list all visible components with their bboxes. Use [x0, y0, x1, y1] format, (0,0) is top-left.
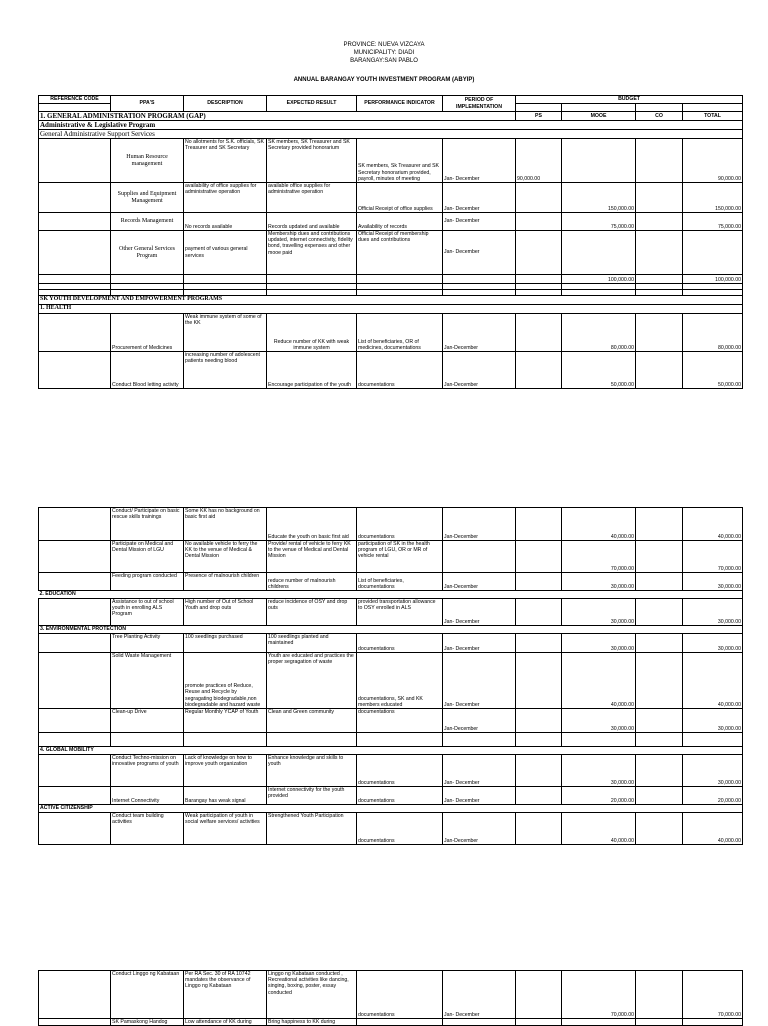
expected-result-cell: Membership dues and contributions updated, internet connectivity, fidelity bond, travelling expenses and other mooe paid — [267, 231, 357, 275]
mooe-cell: 80,000.00 — [562, 314, 636, 352]
table-row — [39, 813, 743, 845]
table-row — [39, 314, 743, 352]
section-youth-development: SK YOUTH DEVELOPMENT AND EMPOWERMENT PROGRAMS — [39, 296, 743, 305]
description-cell: Regular Monthly YCAP of Youth — [184, 709, 267, 733]
expected-result-cell: Records updated and available — [267, 213, 357, 231]
total-cell: 30,000.00 — [683, 599, 743, 626]
description-cell: availability of office supplies for administrative operation — [184, 183, 267, 213]
expected-result-cell: SK members, SK Treasurer and SK Secretary provided honorarium — [267, 139, 357, 183]
barangay-line: BARANGAY:SAN PABLO — [350, 58, 418, 64]
mooe-cell: 150,000.00 — [562, 183, 636, 213]
total-cell: 50,000.00 — [683, 352, 743, 389]
description-cell: Low attendance of KK during — [184, 1019, 267, 1026]
indicator-cell: documentations — [357, 755, 443, 787]
expected-result-cell: available office supplies for administrative operation — [267, 183, 357, 213]
document-title: ANNUAL BARANGAY YOUTH INVESTMENT PROGRAM (ABYIP) — [293, 77, 475, 83]
table-row — [39, 755, 743, 787]
table-row — [39, 599, 743, 626]
ps-cell: 90,000.00 — [516, 139, 562, 183]
table-row — [39, 541, 743, 573]
col-total: TOTAL — [683, 112, 743, 121]
col-expected-result: EXPECTED RESULT — [267, 96, 357, 112]
total-cell: 20,000.00 — [683, 787, 743, 805]
period-cell: Jan- December — [443, 139, 516, 183]
ppa-cell: Internet Connectivity — [111, 787, 184, 805]
expected-result-cell: Reduce number of KK with weak immune system — [267, 314, 357, 352]
total-cell: 90,000.00 — [683, 139, 743, 183]
total-cell: 150,000.00 — [683, 183, 743, 213]
total-cell: 40,000.00 — [683, 813, 743, 845]
subtotal-mooe: 100,000.00 — [562, 275, 636, 284]
section-education: 2. EDUCATION — [39, 591, 743, 599]
abyip-table-page1 — [38, 95, 743, 389]
section-general-admin: General Administrative Support Services — [39, 130, 743, 139]
description-cell: 100 seedlings purchased — [184, 634, 267, 653]
table-row — [39, 971, 743, 1019]
ppa-cell: Other General Services Program — [111, 231, 184, 275]
table-row — [39, 183, 743, 213]
expected-result-cell: reduce incidence of OSY and drop outs — [267, 599, 357, 626]
ppa-cell: Conduct Blood letting activity — [111, 352, 184, 389]
period-cell: Jan-December — [443, 573, 516, 591]
indicator-cell: Official Receipt of membership dues and contributions — [357, 231, 443, 275]
indicator-cell: Availability of records — [357, 213, 443, 231]
municipality-line: MUNICIPALITY: DIADI — [353, 50, 415, 56]
period-cell: Jan- December — [443, 183, 516, 213]
ppa-cell: Records Management — [111, 213, 184, 231]
mooe-cell: 70,000.00 — [562, 971, 636, 1019]
province-line: PROVINCE: NUEVA VIZCAYA — [343, 42, 425, 48]
mooe-cell: 50,000.00 — [562, 352, 636, 389]
table-row — [39, 709, 743, 733]
total-cell: 40,000.00 — [683, 508, 743, 541]
table-row — [39, 508, 743, 541]
indicator-cell: documentations — [357, 508, 443, 541]
period-cell: Jan-December — [443, 508, 516, 541]
indicator-cell: documentations — [357, 787, 443, 805]
indicator-cell: Official Receipt of office supplies — [357, 183, 443, 213]
period-cell: Jan- December — [443, 653, 516, 709]
expected-result-cell: reduce number of malnourish childrens — [267, 573, 357, 591]
period-cell: Jan-December — [443, 352, 516, 389]
indicator-cell: documentations — [357, 709, 443, 733]
expected-result-cell: Provide/ rental of vehicle to ferry KK to the venue of Medical and Dental Mission — [267, 541, 357, 573]
description-cell: payment of various general services — [184, 231, 267, 275]
ppa-cell: Conduct team building activities — [111, 813, 184, 845]
section-admin-legislative: Administrative & Legislative Program — [39, 121, 743, 130]
indicator-cell: provided transportation allowance to OSY enrolled in ALS — [357, 599, 443, 626]
description-cell: Presence of malnourish children — [184, 573, 267, 591]
description-cell: Lack of knowledge on how to improve youth organization — [184, 755, 267, 787]
ppa-cell: Solid Waste Management — [111, 653, 184, 709]
description-cell: Barangay has weak signal — [184, 787, 267, 805]
col-performance-indicator: PERFORMANCE INDICATOR — [357, 96, 443, 112]
col-ref-code: REFERENCE CODE — [39, 96, 111, 104]
period-cell: Jan- December — [443, 213, 516, 231]
indicator-cell: documentations — [357, 813, 443, 845]
total-cell: 80,000.00 — [683, 314, 743, 352]
expected-result-cell: Youth are educated and practices the proper segragation of waste — [267, 653, 357, 709]
subtotal-total: 100,000.00 — [683, 275, 743, 284]
period-cell: Jan-December — [443, 813, 516, 845]
indicator-cell: participation of SK in the health program of LGU, OR or MR of vehicle rental — [357, 541, 443, 573]
indicator-cell: documentations — [357, 352, 443, 389]
table-row — [39, 634, 743, 653]
subtotal-row — [39, 275, 743, 284]
col-description: DESCRIPTION — [184, 96, 267, 112]
description-cell: No allotments for S.K. officials, SK Treasurer and SK Secretary — [184, 139, 267, 183]
description-cell: Weak participation of youth in social welfare services/ activities — [184, 813, 267, 845]
description-cell: Per RA Sec. 30 of RA 10742 mandates the observance of Linggo ng Kabataan — [184, 971, 267, 1019]
total-cell: 70,000.00 — [683, 971, 743, 1019]
ppa-cell: Procurement of Medicines — [111, 314, 184, 352]
col-ppas: PPA'S — [111, 96, 184, 112]
indicator-cell: documentations — [357, 634, 443, 653]
period-cell: Jan- December — [443, 971, 516, 1019]
expected-result-cell: Encourage participation of the youth — [267, 352, 357, 389]
description-cell: Weak immune system of some of the KK — [184, 314, 267, 352]
period-cell: Jan- December — [443, 755, 516, 787]
mooe-cell: 30,000.00 — [562, 599, 636, 626]
total-cell: 30,000.00 — [683, 709, 743, 733]
section-active-citizenship: ACTIVE CITIZENSHIP — [39, 805, 743, 813]
total-cell: 30,000.00 — [683, 755, 743, 787]
period-cell: Jan-December — [443, 709, 516, 733]
mooe-cell: 30,000.00 — [562, 573, 636, 591]
abyip-table-page2 — [38, 507, 743, 845]
description-cell: High number of Out of School Youth and drop outs — [184, 599, 267, 626]
description-cell: promote practices of Reduce, Reuse and Recycle by segragating biodegradable,non biodegradable and hazard waste — [184, 653, 267, 709]
expected-result-cell: Strengthened Youth Participation — [267, 813, 357, 845]
total-cell: 30,000.00 — [683, 573, 743, 591]
expected-result-cell: 100 seedlings planted and maintained — [267, 634, 357, 653]
table-row — [39, 787, 743, 805]
table-row — [39, 139, 743, 183]
indicator-cell: List of beneficiaries, documentations — [357, 573, 443, 591]
total-cell: 30,000.00 — [683, 634, 743, 653]
total-cell: 70,000.00 — [683, 541, 743, 573]
mooe-cell: 30,000.00 — [562, 709, 636, 733]
period-cell: Jan- December — [443, 634, 516, 653]
ppa-cell: Clean-up Drive — [111, 709, 184, 733]
mooe-cell: 70,000.00 — [562, 541, 636, 573]
expected-result-cell: Educate the youth on basic first aid — [267, 508, 357, 541]
table-row — [39, 231, 743, 275]
indicator-cell: documentations, SK and KK members educated — [357, 653, 443, 709]
description-cell: increasing number of adolescent patients needing blood — [184, 352, 267, 389]
mooe-cell: 40,000.00 — [562, 653, 636, 709]
mooe-cell: 75,000.00 — [562, 213, 636, 231]
col-period: PERIOD OF IMPLEMENTATION — [443, 96, 516, 112]
mooe-cell: 40,000.00 — [562, 813, 636, 845]
section-gap: 1. GENERAL ADMINISTRATION PROGRAM (GAP) — [39, 112, 516, 121]
table-row — [39, 653, 743, 709]
ppa-cell: Tree Planting Activity — [111, 634, 184, 653]
ppa-cell: SK Pamaskong Handog — [111, 1019, 184, 1026]
expected-result-cell: Internet connectivity for the youth provided — [267, 787, 357, 805]
section-global-mobility: 4. GLOBAL MOBILITY — [39, 747, 743, 755]
table-row — [39, 1019, 743, 1026]
ppa-cell: Conduct Linggo ng Kabataan — [111, 971, 184, 1019]
mooe-cell: 30,000.00 — [562, 634, 636, 653]
col-mooe: MOOE — [562, 112, 636, 121]
expected-result-cell: Bring happiness to KK during — [267, 1019, 357, 1026]
ppa-cell: Supplies and Equipment Management — [111, 183, 184, 213]
expected-result-cell: Linggo ng Kabataan conducted , Recreational activities like dancing, singing, boxing, poster, essay conducted — [267, 971, 357, 1019]
table-row — [39, 352, 743, 389]
indicator-cell: SK members, Sk Treasurer and SK Secretary honorarium provided, payroll, minutes of meeting — [357, 139, 443, 183]
ppa-cell: Assistance to out of school youth in enrolling ALS Program — [111, 599, 184, 626]
ppa-cell: Conduct Techno-mission on innovative programs of youth — [111, 755, 184, 787]
col-ps: PS — [516, 112, 562, 121]
mooe-cell: 30,000.00 — [562, 755, 636, 787]
col-budget: BUDGET — [516, 96, 743, 104]
total-cell: 75,000.00 — [683, 213, 743, 231]
indicator-cell: documentations — [357, 971, 443, 1019]
expected-result-cell: Enhance knowledge and skills to youth — [267, 755, 357, 787]
section-environment: 3. ENVIRONMENTAL PROTECTION — [39, 626, 743, 634]
ppa-cell: Conduct/ Participate on basic rescue skills trainings — [111, 508, 184, 541]
period-cell: Jan- December — [443, 231, 516, 275]
indicator-cell: List of beneficiaries, OR of medicines, documentations — [357, 314, 443, 352]
period-cell: Jan-December — [443, 314, 516, 352]
total-cell: 40,000.00 — [683, 653, 743, 709]
abyip-table-page3 — [38, 970, 743, 1026]
ppa-cell: Participate on Medical and Dental Mission of LGU — [111, 541, 184, 573]
description-cell: No available vehicle to ferry the KK to the venue of Medical & Dental Mission — [184, 541, 267, 573]
period-cell: Jan- December — [443, 599, 516, 626]
description-cell: No records available — [184, 213, 267, 231]
expected-result-cell: Clean and Green community — [267, 709, 357, 733]
mooe-cell: 40,000.00 — [562, 508, 636, 541]
section-health: 1. HEALTH — [39, 305, 743, 314]
description-cell: Some KK has no background on basic first aid — [184, 508, 267, 541]
table-row — [39, 573, 743, 591]
mooe-cell — [562, 139, 636, 183]
period-cell: Jan- December — [443, 787, 516, 805]
ppa-cell: Feeding program conducted — [111, 573, 184, 591]
mooe-cell: 20,000.00 — [562, 787, 636, 805]
ppa-cell: Human Resource management — [111, 139, 184, 183]
col-co: CO — [636, 112, 683, 121]
table-row — [39, 213, 743, 231]
